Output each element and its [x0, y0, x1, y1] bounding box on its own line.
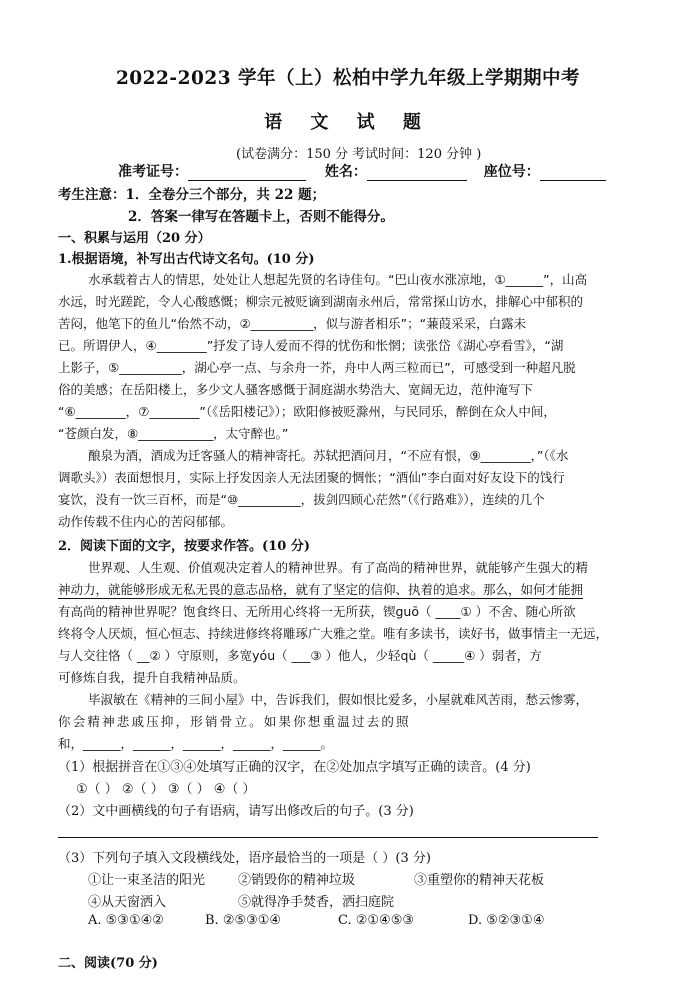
q2-line: 毕淑敏在《精神的三间小屋》中，告诉我们，假如恨比爱多，小屋就难风苦雨，愁云惨雾， — [88, 692, 589, 707]
candidate-info-row — [118, 161, 606, 181]
q2-sub2: （2）文中画横线的句子有语病，请写出修改后的句子。(3 分) — [58, 804, 414, 819]
choice-a: A. ⑤③①④② — [88, 913, 164, 928]
choice-b: B. ②⑤③①④ — [205, 913, 282, 928]
notice-item-1: 1．全卷分三个部分，共 22 题； — [125, 187, 326, 203]
name-blank — [367, 166, 467, 181]
q1-line: 已。所谓伊人，④________”抒发了诗人爱而不得的忧伤和怅惘；读张岱《湖心亭看雪》，“湖 — [58, 338, 564, 353]
exam-time-info: (试卷满分：150 分 考试时间：120 分钟 ) — [236, 147, 482, 162]
q2-line: 世界观、人生观、价值观决定着人的精神世界。有了高尚的精神世界，就能够产生强大的精 — [88, 560, 589, 575]
q1-line: 俗的美感；在岳阳楼上，多少文人骚客感慨于洞庭湖水势浩大、宽阔无边，范仲淹写下 — [58, 382, 534, 397]
option: ④从天窗洒入 — [88, 895, 167, 910]
choice-c: C. ②①④⑤③ — [338, 913, 415, 928]
q2-title: 2．阅读下面的文字，按要求作答。(10 分) — [58, 539, 310, 554]
q1-line: 动作传载不住内心的苦闷郁郁。 — [58, 514, 234, 529]
seat-label: 座位号： — [483, 164, 540, 180]
q1-line: 宴饮，没有一饮三百杯，而是“⑩__________，拔剑四顾心茫然”（《行路难》），连续的几个 — [58, 492, 545, 507]
q2-line: 终将令人厌烦，恒心恒志、持续进修终将雕琢广大雅之堂。唯有多读书，读好书，做事情主一无远， — [58, 626, 609, 641]
q1-line: 上影子，⑤__________，湖心亭一点、与余舟一芥，舟中人两三粒而已”，可感受到一种超凡脱 — [58, 360, 576, 375]
section1-heading: 一、积累与运用（20 分） — [58, 231, 211, 246]
option: ①让一束圣洁的阳光 — [88, 873, 206, 888]
notice-item-2: 2．答案一律写在答题卡上，否则不能得分。 — [128, 209, 394, 225]
seat-blank — [540, 166, 606, 181]
name-label: 姓名： — [324, 164, 367, 180]
q1-line: 水承载着古人的情思，处处让人想起先贤的名诗佳句。“巴山夜水涨凉地，①______”，山高 — [88, 272, 588, 287]
exam-id-label: 准考证号： — [118, 164, 188, 180]
q1-title: 1.根据语境，补写出古代诗文名句。(10 分) — [58, 252, 315, 267]
option: ②销毁你的精神垃圾 — [238, 873, 356, 888]
option: ⑤就得净手焚香，洒扫庭院 — [238, 895, 395, 910]
q2-sub1-blanks: ①（ ） ②（ ） ③（ ） ④（ ） — [76, 782, 256, 797]
section2-heading: 二、阅读(70 分) — [58, 956, 158, 971]
notice-line-1 — [58, 183, 325, 203]
q2-line-underlined: 神动力，就能够形成无私无畏的意志品格，就有了坚定的信仰、执着的追求。那么，如何才能拥 — [58, 582, 584, 597]
q2-line: 与人交往恪（ __② ）守原则，多宽yóu（ ___③ ）他人，少轻qù（ _____④ ）弱者，方 — [58, 648, 542, 663]
q2-line: 和，______，______，______，______，______。 — [58, 736, 334, 751]
q2-line: 可修炼自我，提升自我精神品质。 — [58, 670, 246, 685]
subject-title: 语 文 试 题 — [264, 112, 432, 133]
q1-line: 水远，时光蹉跎，令人心酸感慨；柳宗元被贬谪到湖南永州后，常常探山访水，排解心中郁积的 — [58, 294, 584, 309]
q1-line: 调歌头》）表面想恨月，实际上抒发因亲人无法团聚的惆怅；“酒仙”李白面对好友设下的饯行 — [58, 470, 565, 485]
q2-sub1: （1）根据拼音在①③④处填写正确的汉字，在②处加点字填写正确的读音。(4 分) — [58, 760, 531, 775]
notice-label: 考生注意： — [58, 187, 126, 203]
exam-id-blank — [188, 166, 306, 181]
exam-title: 2022-2023 学年（上）松柏中学九年级上学期期中考 — [115, 68, 581, 89]
q1-line: 苦闷，他笔下的鱼儿“佁然不动，②__________，似与游者相乐”；“蒹葭采采，白露未 — [58, 316, 527, 331]
option: ③重塑你的精神天花板 — [414, 873, 545, 888]
answer-line — [58, 837, 598, 838]
q1-line: “苍颜白发，⑧____________，太守醉也。” — [58, 426, 289, 441]
q2-line: 有高尚的精神世界呢？饱食终日、无所用心终将一无所获，锲guō（ ____① ）不舍、随心所欲 — [58, 604, 576, 619]
q1-line: “⑥________，⑦________”（《岳阳楼记》）；欧阳修被贬滁州，与民同乐，醉倒在众人中间， — [58, 404, 556, 419]
choice-d: D. ⑤②③①④ — [468, 913, 545, 928]
q2-line: 你会精神悲戚压抑，形销骨立。如果你想重温过去的照 — [58, 714, 411, 729]
q2-sub3: （3）下列句子填入文段横线处，语序最恰当的一项是（ ）(3 分) — [58, 851, 431, 866]
q1-line: 酿泉为酒，酒成为迁客骚人的精神寄托。苏轼把酒问月，“不应有恨，⑨________，”（《水 — [88, 448, 569, 463]
